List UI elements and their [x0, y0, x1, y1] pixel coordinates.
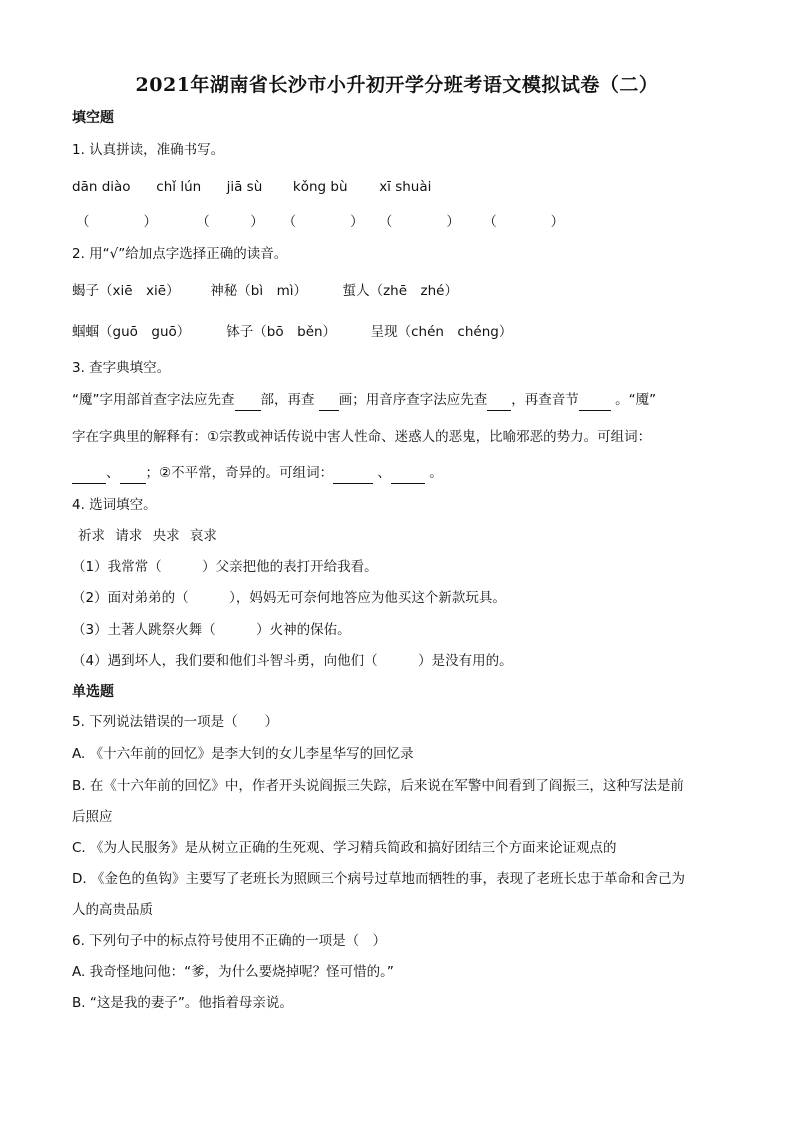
- question-5-option-d-cont: 人的高贵品质: [72, 902, 153, 918]
- question-4-item-2: （2）面对弟弟的（ ），妈妈无可奈何地答应为他买这个新款玩具。: [72, 590, 506, 606]
- fill-blank[interactable]: [487, 390, 511, 411]
- answer-parens: （ ）: [282, 214, 364, 230]
- pinyin-item: kǒng bù: [292, 179, 348, 195]
- question-4-item-4: （4）遇到坏人，我们要和他们斗智斗勇，向他们（ ）是没有用的。: [72, 653, 513, 669]
- question-2-row-1: [72, 281, 458, 301]
- question-1-answer-row: [76, 212, 564, 232]
- answer-parens: （ ）: [76, 214, 157, 230]
- reading-choice: 蜇人（zhē zhé）: [342, 283, 458, 299]
- fill-blank[interactable]: [579, 390, 611, 411]
- question-3-line-3: [72, 463, 443, 484]
- pinyin-item: dān diào: [72, 179, 131, 195]
- q3-text: 。: [429, 465, 443, 481]
- question-6-option-a: A. 我奇怪地问他：“爹，为什么要烧掉呢？怪可惜的。”: [72, 964, 394, 980]
- reading-choice: 呈现（chén chéng）: [370, 324, 513, 340]
- question-3-line-2: 字在字典里的解释有：①宗教或神话传说中害人性命、迷惑人的恶鬼，比喻邪恶的势力。可组词：: [72, 429, 652, 445]
- reading-choice: 蝈蝈（guō guō）: [72, 324, 191, 340]
- q3-text: 、: [377, 465, 391, 481]
- q3-text: 画；用音序查字法应先查: [338, 392, 488, 408]
- question-3-line-1: [72, 390, 656, 411]
- pinyin-item: jiā sù: [226, 179, 263, 195]
- pinyin-item: xī shuài: [379, 179, 432, 195]
- q3-text: “魇”字用部首查字法应先查: [72, 392, 235, 408]
- section-heading-single: 单选题: [72, 684, 114, 700]
- question-3-stem: 3. 查字典填空。: [72, 360, 171, 376]
- question-1-stem: 1. 认真拼读，准确书写。: [72, 142, 225, 158]
- answer-parens: （ ）: [483, 214, 565, 230]
- fill-blank[interactable]: [72, 463, 106, 484]
- fill-blank[interactable]: [235, 390, 261, 411]
- word-option: 哀求: [189, 528, 217, 544]
- reading-choice: 钵子（bō běn）: [226, 324, 337, 340]
- question-6-option-b: B. “这是我的妻子”。他指着母亲说。: [72, 995, 293, 1011]
- section-heading-fill: 填空题: [72, 110, 114, 126]
- question-5-option-a: A. 《十六年前的回忆》是李大钊的女儿李星华写的回忆录: [72, 746, 414, 762]
- word-bank: [78, 526, 223, 546]
- fill-blank[interactable]: [120, 463, 146, 484]
- question-4-stem: 4. 选词填空。: [72, 497, 157, 513]
- page-title: 2021年湖南省长沙市小升初开学分班考语文模拟试卷（二）: [135, 74, 659, 96]
- question-5-option-d: D. 《金色的鱼钩》主要写了老班长为照顾三个病号过草地而牺牲的事，表现了老班长忠于革命和舍己为: [72, 871, 685, 887]
- answer-parens: （ ）: [196, 214, 264, 230]
- question-5-option-b-cont: 后照应: [72, 809, 113, 825]
- word-option: 央求: [152, 528, 180, 544]
- question-2-row-2: [72, 322, 512, 342]
- question-5-option-b: B. 在《十六年前的回忆》中，作者开头说阎振三失踪，后来说在军警中间看到了阎振三，这种写法是前: [72, 778, 684, 794]
- q3-text: 、: [106, 465, 120, 481]
- pinyin-item: chǐ lún: [156, 179, 202, 195]
- fill-blank[interactable]: [319, 390, 339, 411]
- question-6-stem: 6. 下列句子中的标点符号使用不正确的一项是（ ）: [72, 933, 387, 949]
- question-1-pinyin-row: [72, 177, 431, 197]
- q3-text: 部，再查: [260, 392, 315, 408]
- q3-text: ，再查音节: [511, 392, 579, 408]
- question-5-stem: 5. 下列说法错误的一项是（ ）: [72, 714, 279, 730]
- fill-blank[interactable]: [333, 463, 373, 484]
- reading-choice: 蝎子（xiē xiē）: [72, 283, 180, 299]
- q3-text: 。“魇”: [615, 392, 657, 408]
- reading-choice: 神秘（bì mì）: [210, 283, 308, 299]
- word-option: 祈求: [78, 528, 105, 544]
- q3-text: ；②不平常，奇异的。可组词：: [145, 465, 334, 481]
- word-option: 请求: [115, 528, 143, 544]
- answer-parens: （ ）: [378, 214, 460, 230]
- fill-blank[interactable]: [391, 463, 425, 484]
- question-5-option-c: C. 《为人民服务》是从树立正确的生死观、学习精兵简政和搞好团结三个方面来论证观点的: [72, 840, 617, 856]
- question-4-item-1: （1）我常常（ ）父亲把他的表打开给我看。: [72, 559, 378, 575]
- question-4-item-3: （3）土著人跳祭火舞（ ）火神的保佑。: [72, 622, 351, 638]
- question-2-stem: 2. 用“√”给加点字选择正确的读音。: [72, 246, 288, 262]
